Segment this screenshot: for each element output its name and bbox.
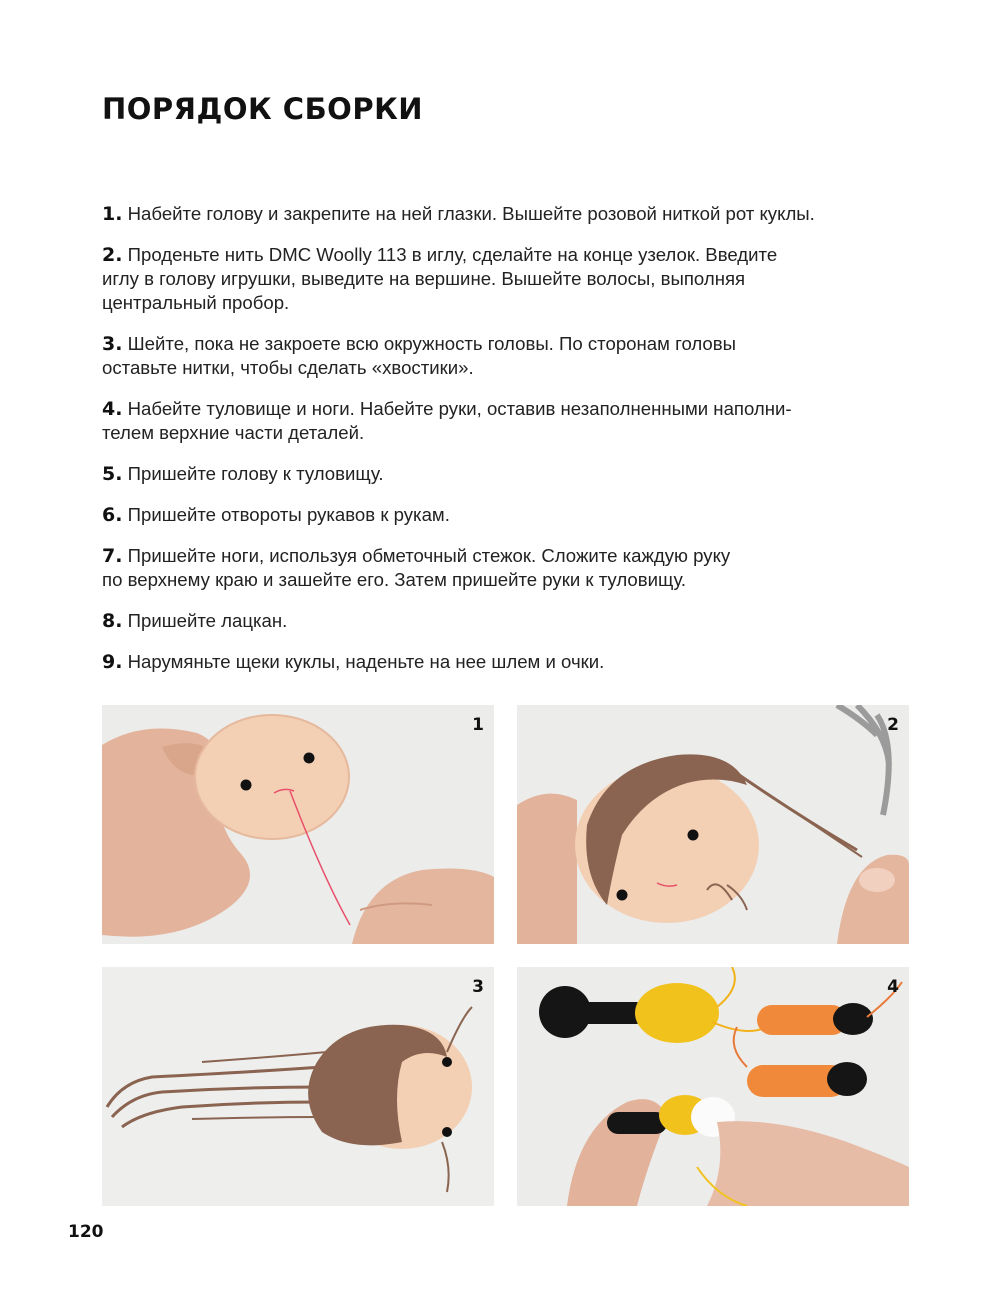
step-text: центральный пробор. <box>102 292 290 313</box>
step-6 <box>102 503 922 527</box>
step-text: Пришейте лацкан. <box>127 610 288 631</box>
step-7 <box>102 544 922 592</box>
step-text: Пришейте отвороты рукавов к рукам. <box>127 504 450 525</box>
step-number: 9. <box>102 651 123 673</box>
photo-stuffing-body <box>517 967 909 1206</box>
step-text: телем верхние части деталей. <box>102 422 365 443</box>
step-number: 5. <box>102 463 123 485</box>
assembly-steps <box>102 202 922 691</box>
photo-step-4 <box>517 967 909 1206</box>
photo-number: 3 <box>472 977 484 997</box>
step-text: Шейте, пока не закроете всю окружность головы. По сторонам головы <box>127 333 737 354</box>
step-number: 2. <box>102 244 123 266</box>
step-text: Набейте голову и закрепите на ней глазки. Вышейте розовой ниткой рот куклы. <box>127 203 815 224</box>
photo-head-with-long-hair <box>102 967 494 1206</box>
photo-step-1 <box>102 705 494 944</box>
step-2 <box>102 243 922 315</box>
photo-number: 1 <box>472 715 484 735</box>
photo-stitching-hair <box>517 705 909 944</box>
step-text: Проденьте нить DMC Woolly 113 в иглу, сделайте на конце узелок. Введите <box>127 244 778 265</box>
step-text: Пришейте ноги, используя обметочный стежок. Сложите каждую руку <box>127 545 731 566</box>
photo-step-2 <box>517 705 909 944</box>
photo-step-3 <box>102 967 494 1206</box>
step-text: Набейте туловище и ноги. Набейте руки, оставив незаполненными наполни- <box>127 398 792 419</box>
step-4 <box>102 397 922 445</box>
step-number: 8. <box>102 610 123 632</box>
step-3 <box>102 332 922 380</box>
step-1 <box>102 202 922 226</box>
step-text: по верхнему краю и зашейте его. Затем пришейте руки к туловищу. <box>102 569 687 590</box>
page-title: ПОРЯДОК СБОРКИ <box>102 92 424 126</box>
step-number: 7. <box>102 545 123 567</box>
photo-head-with-eyes <box>102 705 494 944</box>
step-number: 1. <box>102 203 123 225</box>
step-text: оставьте нитки, чтобы сделать «хвостики». <box>102 357 474 378</box>
step-text: Пришейте голову к туловищу. <box>127 463 384 484</box>
photo-number: 4 <box>887 977 899 997</box>
photo-number: 2 <box>887 715 899 735</box>
step-text: иглу в голову игрушки, выведите на вершине. Вышейте волосы, выполняя <box>102 268 746 289</box>
step-number: 4. <box>102 398 123 420</box>
step-9 <box>102 650 922 674</box>
step-number: 3. <box>102 333 123 355</box>
step-text: Нарумяньте щеки куклы, наденьте на нее шлем и очки. <box>127 651 605 672</box>
step-8 <box>102 609 922 633</box>
page-number: 120 <box>68 1222 104 1242</box>
step-5 <box>102 462 922 486</box>
step-number: 6. <box>102 504 123 526</box>
